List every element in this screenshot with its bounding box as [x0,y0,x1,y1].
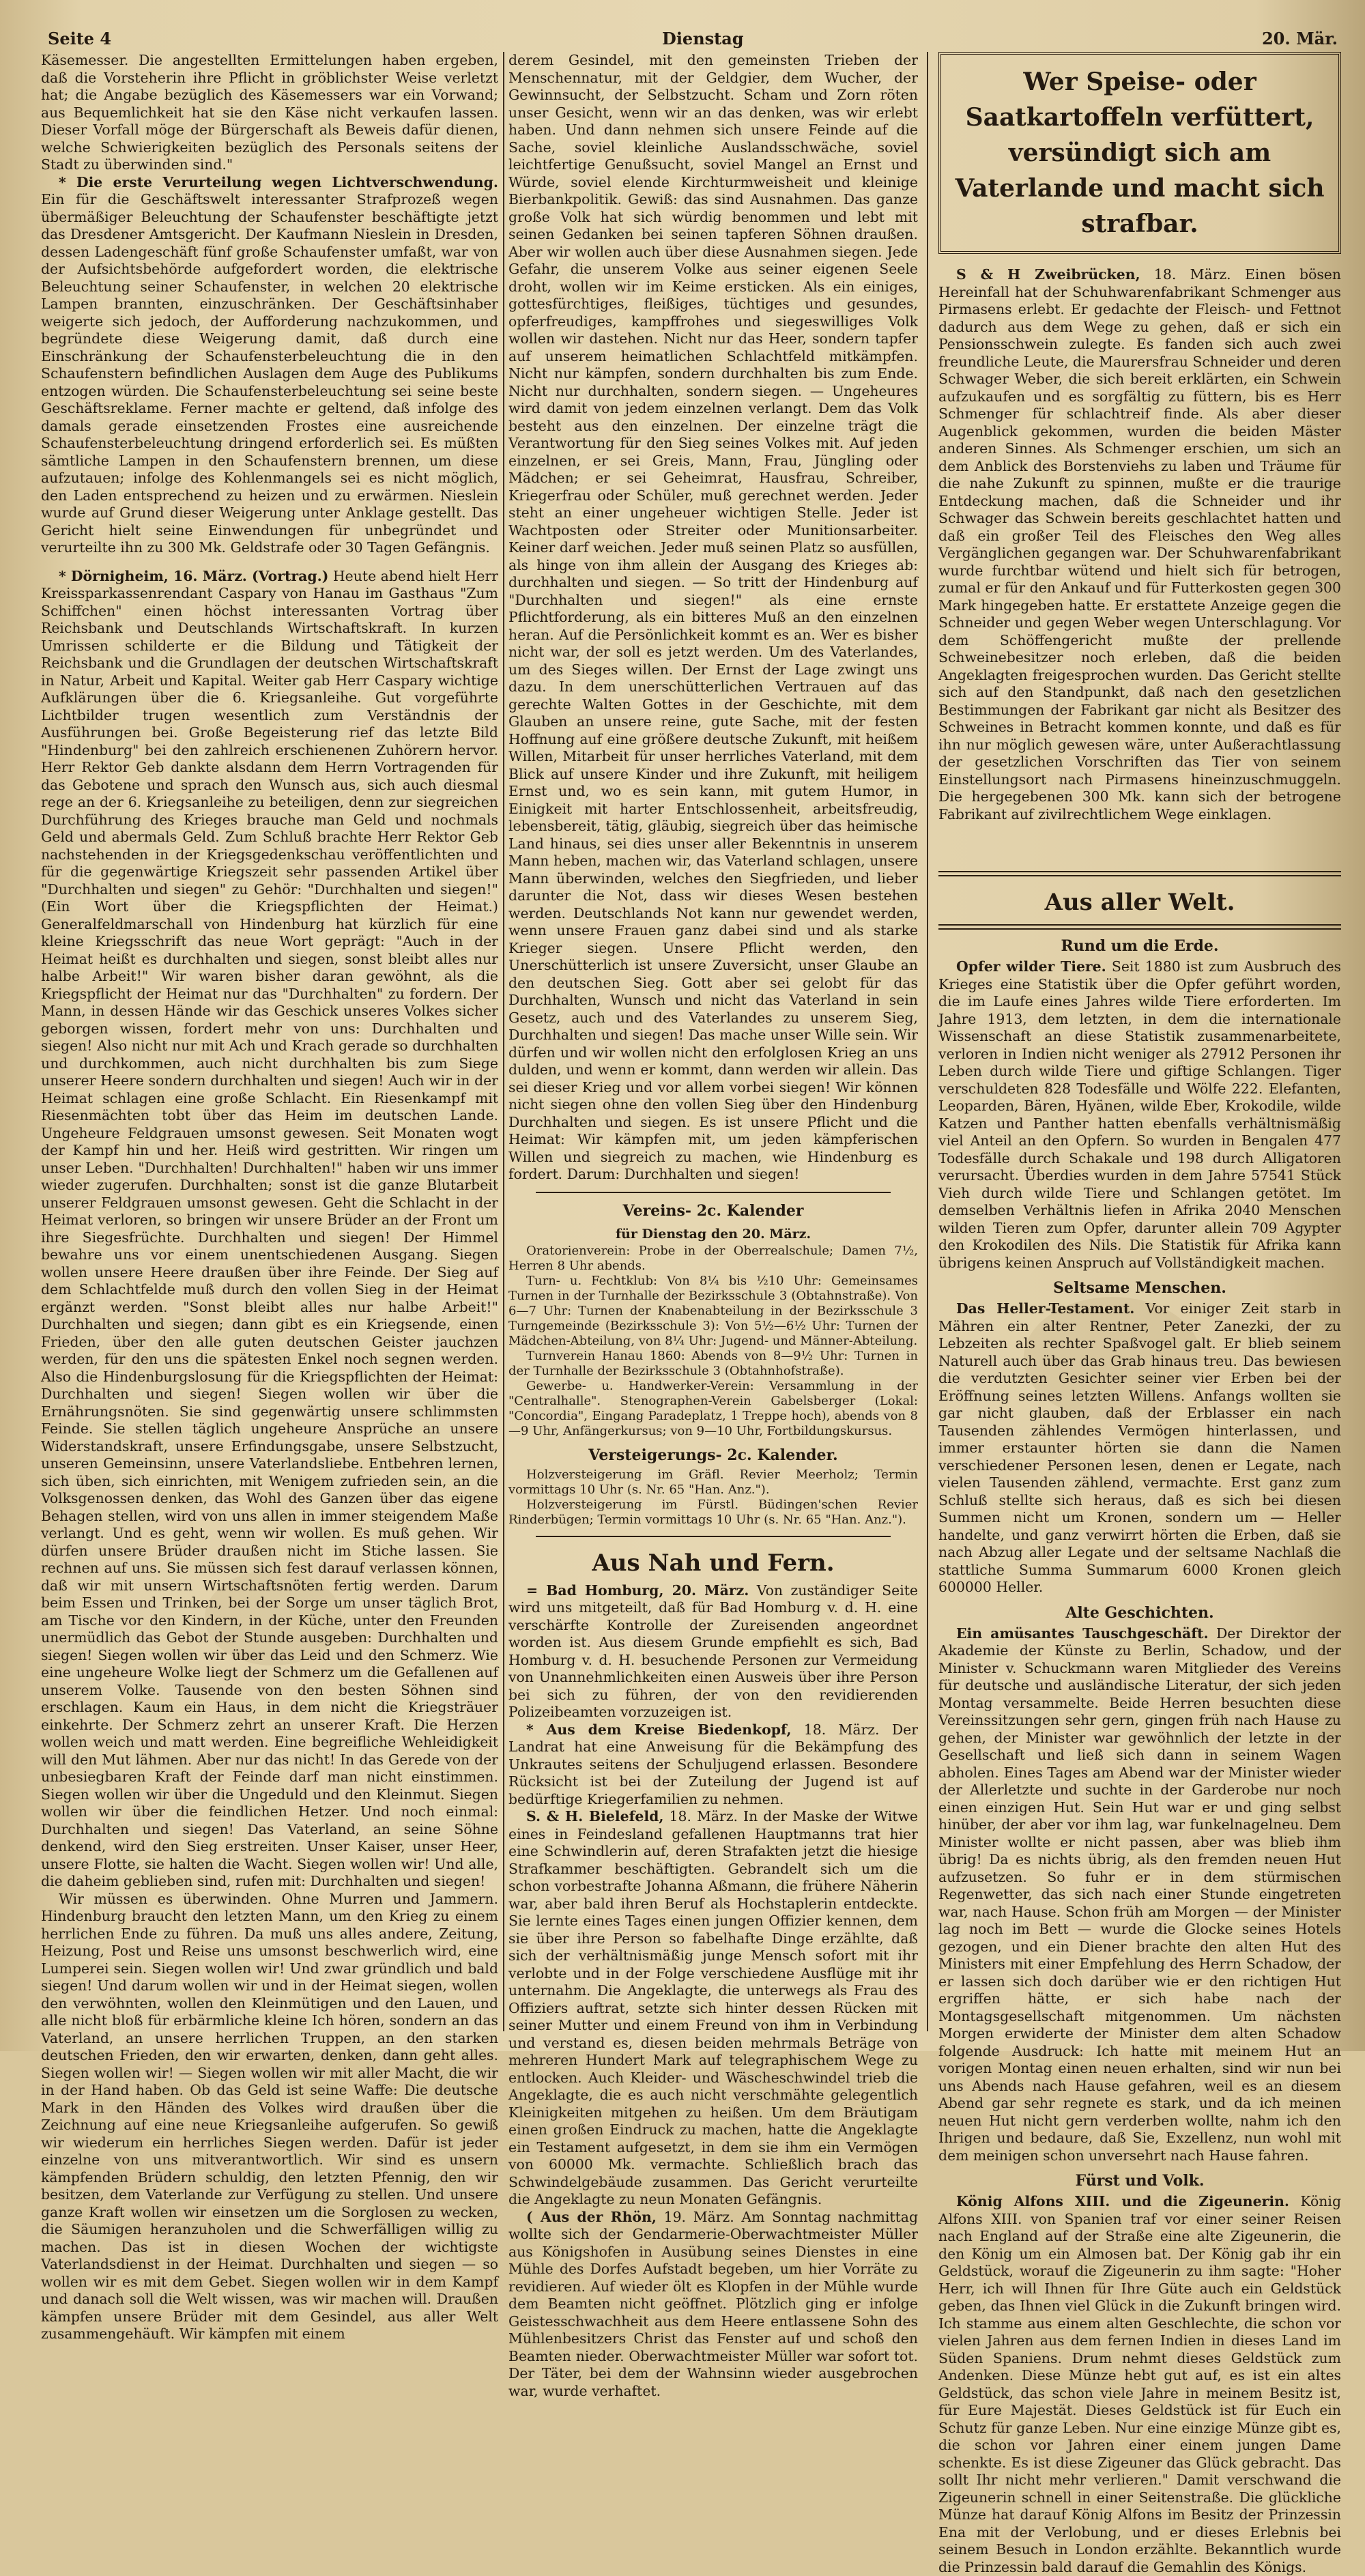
article-lead: ( Aus der Rhön, [526,2208,657,2225]
subsection-title: Seltsame Menschen. [1053,1279,1226,1297]
article-text: 19. März. Am Sonntag nachmittag wollte sich der Gendarmerie-Oberwachtmeister Müller aus Königshofen in Ausübung seines Dienstes in eine Mühle des Dorfes Aufstadt begeben, um hier Vorräte zu revidieren. Auf wieder ölt es Klopfen in der Mühle wurde dem Beamten nicht geöffnet. Plötzlich ging er infolge Geistesschwachheit aus dem Heere entlassene Sohn des Mühlenbesitzers Christ das Fenster auf und schoß den Beamten nieder. Oberwachtmeister Müller war sofort tot. Der Täter, bei dem der Wahnsinn wieder ausgebrochen war, wurde verhaftet. [508,2208,918,2399]
article-text: Von zuständiger Seite wird uns mitgeteilt, daß für Bad Homburg v. d. H. eine verschärfte Kontrolle der Zureisenden angeordnet worden ist. Aus diesem Grunde empfiehlt es sich, Bad Homburg v. d. H. besuchende Personen zur Vermeidung von Unannehmlichkeiten einen Ausweis über ihre Person bei sich zu führen, der von den revidierenden Polizeibeamten vorzuzeigen ist. [508,1582,918,1720]
article-text: 18. März. In der Maske der Witwe eines in Feindesland gefallenen Hauptmanns trat hier eine Schwindlerin auf, deren Strafakten jetzt die hiesige Strafkammer beschäftigten. Gebrandelt sich um die schon vorbestrafte Johanna Aßmann, die frühere Näherin war, aber bald ihren Beruf als Hochstaplerin entdeckte. Sie lernte eines Tages einen jungen Offizier kennen, dem sie über ihre Person so fabelhafte Dinge erzählte, daß sich der verhältnismäßig junge Mensch sofort mit ihr verlobte und in der Folge verschiedene Ausflüge mit ihr unternahm. Die Angeklagte, die unterwegs als Frau des Offiziers auftrat, setzte sich hinter dessen Rücken mit seiner Mutter und einem Freund von ihm in Verbindung und verstand es, diesen beiden mehrmals Beträge von mehreren Hundert Mark auf telegraphischem Wege zu entlocken. Auch Kleider- und Wäscheschwindel trieb die Angeklagte, die es auch nicht verschmähte gelegentlich Kleinigkeiten mitgehen zu heißen. Um dem Bräutigam einen großen Eindruck zu machen, hatte die Angeklagte ein Testament aufgesetzt, in dem sie ihm ein Vermögen von 60000 Mk. vermachte. Schließlich brach das Schwindelgebäude zusammen. Das Gericht verurteilte die Angeklagte zu neun Monaten Gefängnis. [508,1808,918,2207]
article-paragraph [508,2209,918,2401]
article-paragraph [938,1300,1341,1597]
article-text: 18. März. Der Landrat hat eine Anweisung für die Bekämpfung des Unkrautes seitens der Schuljugend erlassen. Besondere Rücksicht ist bei der Zuteilung der Jugend ist auf bedürftige Kriegerfamilien zu nehmen. [508,1721,918,1807]
article-text: König Alfons XIII. von Spanien traf vor einer seiner Reisen nach England auf der Straße eine alte Zigeunerin, die den König um ein Almosen bat. Der König gab ihr ein Geldstück, worauf die Zigeunerin zu ihm sagte: "Hoher Herr, ich will Ihnen für Ihre Güte auch ein Geldstück geben, das Ihnen viel Glück in die Zukunft bringen wird. Ich stamme aus einem alten Geschlechte, die schon vor vielen Jahren aus dem fernen Indien in dieses Land im Süden Spaniens. Drum nehmt dieses Geldstück zum Andenken. Diese Münze hebt gut auf, es ist ein altes Geldstück, das schon viele Jahre in meinem Besitz ist, für Eure Majestät. Dieses Geldstück ist für Euch ein Schutz für ganze Leben. Nur eine einzige Münze gibt es, die schon vor Jahren einer einem jungen Dame schenkte. Es ist diese Zigeuner das Glück gebracht. Das sollt Ihr nicht mehr verlieren." Damit verschwand die Zigeunerin schnell in einer Seitenstraße. Die glückliche Münze hat darauf König Alfons im Besitz der Prinzessin Ena mit der Verlobung, und er dieses Erlebnis bei seinem Besuch in London erzählte. Bekanntlich wurde die Prinzessin bald darauf die Gemahlin des Königs. [938,2193,1341,2575]
versteigerungs-kalender-title: Versteigerungs- 2c. Kalender. [588,1446,838,1464]
column-rule [503,52,504,2031]
article-text: Ein für die Geschäftswelt interessanter Strafprozeß wegen übermäßiger Beleuchtung der Schaufenster beschäftigte jetzt das Dresdener Amtsgericht. Der Kaufmann Nieslein in Dresden, dessen Ladengeschäft fünf große Schaufenster umfaßt, war von der Aufsichtsbehörde aufgefordert worden, die elektrische Beleuchtung seiner Schaufenster, in welchen 20 elektrische Lampen brannten, einzuschränken. Der Geschäftsinhaber weigerte sich jedoch, der Aufforderung nachzukommen, und begründete diese Weigerung damit, daß durch eine Einschränkung der Schaufensterbeleuchtung die in den Schaufenstern befindlichen Auslagen dem Auge des Publikums entzogen würden. Die Schaufensterbeleuchtung sei seine beste Geschäftsreklame. Ferner machte er geltend, daß infolge des damals gerade einsetzenden Frostes eine ausreichende Schaufensterbeleuchtung dringend erforderlich sei. Es müßten sämtliche Lampen in den Schaufenstern brennen, um diese aufzutauen; infolge des Kohlenmangels sei es nicht möglich, den Laden entsprechend zu heizen und zu erwärmen. Nieslein wurde auf Grund dieser Weigerung unter Anklage gestellt. Das Gericht hielt seine Einwendungen für unbegründet und verurteilte ihn zu 300 Mk. Geldstrafe oder 30 Tagen Gefängnis. [41,191,498,556]
article-lead: Opfer wilder Tiere. [956,958,1106,975]
article-text: Heute abend hielt Herr Kreissparkassenrendant Caspary von Hanau im Gasthaus "Zum Schiffchen" einen höchst interessanten Vortrag über Reichsbank und Deutschlands Wirtschaftskraft. In kurzen Umrissen schilderte er die Bildung und Tätigkeit der Reichsbank und die Grundlagen der deutschen Wirtschaftskraft in Natur, Arbeit und Kapital. Weiter gab Herr Caspary wichtige Aufklärungen über die 6. Kriegsanleihe. Gut vorgeführte Lichtbilder trugen wesentlich zum Verständnis der Ausführungen bei. Große Begeisterung rief das letzte Bild "Hindenburg" bei den zahlreich erschienenen Zuhörern hervor. Herr Rektor Geb dankte alsdann dem Herrn Vortragenden für das Gebotene und sprach den Wunsch aus, sich auch diesmal rege an der 6. Kriegsanleihe zu beteiligen, denn zur siegreichen Durchführung des Krieges brauche man Geld und nochmals Geld und abermals Geld. Zum Schluß brachte Herr Rektor Geb nachstehenden in der Kriegsgedenkschau veröffentlichten und für die gegenwärtige Kriegszeit sehr passenden Artikel über "Durchhalten und siegen" zu Gehör: "Durchhalten und siegen!" (Ein Wort über die Kriegspflichten der Heimat.) Generalfeldmarschall von Hindenburg hat kürzlich für eine kleine Kriegsschrift das neue Wort geprägt: "Auch in der Heimat heißt es durchhalten und siegen, sonst bleibt alles nur halbe Arbeit!" Wir waren bisher daran gewöhnt, als die Kriegspflicht der Heimat nur das "Durchhalten" zu fordern. Der Mann, in dessen Hände wir das Geschick unseres Volkes sicher geborgen wissen, fordert mehr von uns: Durchhalten und siegen! Also nicht nur mit Ach und Krach gerade so durchhalten und durchkommen, auch nicht durchhalten bis zum Siege unserer Heere sondern durchhalten und siegen! Auch wir in der Heimat schlagen eine große Schlacht. Ein Riesenkampf mit Riesenmächten tobt über das Heim im deutschen Lande. Ungeheure Feldgrauen umsonst gewesen. Seit Monaten wogt der Kampf hin und her. Heiß wird gestritten. Wir ringen um unser Leben. "Durchhalten! Durchhalten!" haben wir uns immer wieder zugerufen. Durchhalten; sonst ist die ganze Blutarbeit unserer Feldgrauen umsonst gewesen. Geht die Schlacht in der Heimat verloren, so bringen wir unsere Brüder an der Front um ihre Siegesfrüchte. Durchhalten und siegen! Der Himmel bewahre uns vor einem unentschiedenen Ausgang. Siegen wollen unsere Heere draußen über ihre Feinde. Der Sieg auf dem Schlachtfelde muß durch den vollen Sieg in der Heimat ergänzt werden. "Sonst bleibt alles nur halbe Arbeit!" Durchhalten und siegen; dann gibt es ein Kriegsende, einen Frieden, über den alle guten deutschen Geister jauchzen werden, für den uns die spätesten Enkel noch segnen werden. Also die Hindenburgslosung für die Kriegspflichten der Heimat: Durchhalten und siegen! Siegen wollen wir über die Ernährungsnöten. Sie sind gegenwärtig unsere schlimmsten Feinde. Sie stellen täglich ungeheure Ansprüche an unsere Widerstandskraft, unsere Erfindungsgabe, unsere Selbstzucht, unseren Gemeinsinn, unsere Vaterlandsliebe. Entbehren lernen, sich üben, sich einrichten, mit Wenigem zufrieden sein, an die Volksgenossen denken, das Wohl des Ganzen über das eigene Behagen stellen, wird von uns allen in immer steigendem Maße verlangt. Und es geht, wenn wir wollen. Es muß gehen. Wir dürfen unsere Brüder draußen nicht im Stiche lassen. Sie rechnen auf uns. Sie müssen sich fest darauf verlassen können, daß wir mit unsern Wirtschaftsnöten fertig werden. Darum beim Essen und Trinken, bei der Sorge um unser täglich Brot, am Tische vor den Kindern, in der Küche, unter den Freunden unermüdlich das Gebot der Stunde ausgeben: Durchhalten und siegen! Siegen wollen wir über das Leid und den Schmerz. Wie eine ungeheure Wolke liegt der Schmerz um die Gefallenen auf unserem Volke. Tausende von den besten Söhnen sind erschlagen. Kaum ein Haus, in dem nicht die Kriegsträuer einkehrte. Der Schmerz zehrt an unserer Kraft. Die Herzen wollen weich und matt werden. Eine begreifliche Wehleidigkeit will den Mut lähmen. Aber nur das nicht! In das Gerede von der unbesiegbaren Kraft der Feinde darf man nicht einstimmen. Siegen wollen wir über die Ungeduld und den Kleinmut. Siegen wollen wir über die feindlichen Hetzer. Und noch einmal: Durchhalten und siegen! Das Vaterland, an seine Söhne denkend, wird den Sieg erstreiten. Unser Kaiser, unser Heer, unsere Flotte, sie halten die Wacht. Siegen wollen wir! Und alle, die daheim geblieben sind, rufen mit: Durchhalten und siegen! [41,567,498,1889]
column-rule [927,52,928,2031]
column-left [41,52,498,2342]
article-lead: * Die erste Verurteilung wegen Lichtverschwendung. [59,173,498,190]
article-lead: König Alfons XIII. und die Zigeunerin. [956,2193,1289,2209]
notice-box: Wer Speise- oder Saatkartoffeln verfüttert, versündigt sich am Vaterlande und macht sich strafbar. [938,52,1341,254]
article-paragraph [508,1808,918,2209]
article-paragraph [41,568,498,1891]
article-text: Der Direktor der Akademie der Künste zu Berlin, Schadow, und der Minister v. Schuckmann waren Mitglieder des Vereins für deutsche und ausländische Literatur, der sich jeden Montag versammelte. Beide Herren besuchten diese Vereinssitzungen sehr gern, gingen früh nach Hause zu gehen, der Minister war gewöhnlich der letzte in der Gesellschaft und ließ sich dann in seinem Wagen abholen. Eines Tages am Abend war der Minister wieder der Allerletzte und suchte in der Garderobe nur noch einen einzigen Hut. Sein Hut war er und ging selbst hinüber, der aber vor ihm lag, war funkelnagelneu. Dem Minister wollte er nicht passen, aber was blieb ihm übrig! Da es nichts übrig, als den fremden neuen Hut aufzusetzen. So fuhr er in dem stürmischen Regenwetter, das sich nach einer Stunde eingetreten war, nach Hause. Schon früh am Morgen — der Minister lag noch im Bett — wurde die Glocke seines Hotels gezogen, und ein Diener brachte den alten Hut des Ministers mit einer Empfehlung des Herrn Schadow, der er lassen sich doch darüber wie er den richtigen Hut ergriffen hätte, er sich habe nach der Montagsgesellschaft mitgenommen. Um nächsten Morgen erwiderte der Minister dem alten Schadow folgende Ausdruck: Ich hatte mit meinem Hut an vorigen Montag einen neuen erhalten, sind wir nun bei uns Abends nach Hause gefahren, weil es an diesem Abend gar sehr regnete es stark, und da ich meinen neuen Hut nicht gern verderben wollte, nahm ich den Ihrigen und bedaure, daß Sie, Exzellenz, nun wohl mit dem meinigen schon unversehrt nach Hause fahren. [938,1625,1342,2164]
calendar-entry: Turn- u. Fechtklub: Von 8¼ bis ½10 Uhr: Gemeinsames Turnen in der Turnhalle der Bezirksschule 3 (Obtahnstraße). Von 6—7 Uhr: Turnen der Knabenabteilung in der Bezirksschule 3 Turngemeinde (Bezirksschule 3): Von 5½—6½ Uhr: Turnen der Mädchen-Abteilung, von 8¼ Uhr: Jugend- und Männer-Abteilung. [508,1273,918,1348]
article-paragraph [938,266,1341,823]
article-lead: Das Heller-Testament. [956,1300,1135,1317]
article-paragraph [938,1625,1341,2165]
article-paragraph [41,174,498,557]
section-title-nah-fern: Aus Nah und Fern. [592,1549,835,1577]
header-day: Dienstag [662,29,744,48]
vereins-kalender-subtitle: für Dienstag den 20. März. [615,1226,811,1242]
calendar-entry: Oratorienverein: Probe in der Oberrealschule; Damen 7½, Herren 8 Uhr abends. [508,1243,918,1273]
page-header [41,15,1345,49]
article-lead: = Bad Homburg, 20. März. [526,1582,749,1599]
section-rule [938,924,1341,930]
column-middle [508,52,918,2399]
article-text: Vor einiger Zeit starb in Mähren ein alter Rentner, Peter Zanezki, der zu Lebzeiten als rechter Spaßvogel galt. Er blieb seinem Naturell auch über das Grab hinaus treu. Das bewiesen die verdutzten Gesichter seiner vier Erben bei der Eröffnung seines letzten Willens. Anfangs wollten sie gar nicht glauben, daß der Erblasser ein nach Tausenden zählendes Vermögen hinterlassen, und immer erstaunter hörten sie dann die Namen verschiedener Personen lesen, denen er Legate, nach vielen Tausenden zählend, vermachte. Erst ganz zum Schluß stellte sich heraus, daß es sich bei diesen Summen nicht um Kronen, sondern um — Heller handelte, und ganz verwirrt hörten die Erben, daß sie nach Abzug aller Legate und der seltsame Nachlaß die stattliche Summa Summarum 6000 Kronen gleich 600000 Heller. [938,1300,1341,1595]
vereins-kalender-title: Vereins- 2c. Kalender [622,1201,804,1220]
article-lead: S. & H. Bielefeld, [526,1808,664,1824]
calendar-entry: Holzversteigerung im Gräfl. Revier Meerholz; Termin vormittags 10 Uhr (s. Nr. 65 "Han. Anz."). [508,1467,918,1497]
calendar-entry: Gewerbe- u. Handwerker-Verein: Versammlung in der "Centralhalle". Stenographen-Verein Gabelsberger (Lokal: "Concordia", Eingang Paradeplatz, 1 Treppe hoch), abends von 8—9 Uhr, Anfängerkursus; von 9—10 Uhr, Fortbildungskursus. [508,1378,918,1438]
article-lead: Ein amüsantes Tauschgeschäft. [956,1625,1209,1642]
article-paragraph [938,958,1341,1272]
article-lead: * Dörnigheim, 16. März. (Vortrag.) [59,567,329,584]
article-text: derem Gesindel, mit den gemeinsten Trieben der Menschennatur, mit der Geldgier, dem Wucher, der Gewinnsucht, der Selbstzucht. Scham und Zorn röten unser Gesicht, wenn wir an das denken, was wir erlebt haben. Und dann nehmen sich unsere Feinde auf die Sache, soviel kleinliche Auslandsschwäche, soviel leichtfertige Genußsucht, soviel Mangel an Ernst und Würde, soviel elende Kirchturmweisheit und kleinige Bierbankpolitik. Gewiß: das sind Ausnahmen. Das ganze große Volk hat sich würdig benommen und lebt mit seinen Gedanken bei seinen tapferen Söhnen draußen. Aber wir wollen auch über diese Ausnahmen siegen. Jede Gefahr, die unserem Volke aus seiner eigenen Seele droht, wollen wir im Keime ersticken. Als ein einiges, gottesfürchtiges, fleißiges, tüchtiges und gesundes, opferfreudiges, kampffrohes und siegeswilliges Volk wollen wir dastehen. Nicht nur das Heer, sondern tapfer auf unserem heimatlichen Schlachtfeld mitkämpfen. Nicht nur kämpfen, sondern durchhalten bis zum Ende. Nicht nur durchhalten, sondern siegen. — Ungeheures wird damit von jedem einzelnen verlangt. Dem das Volk besteht aus den einzelnen. Der einzelne trägt die Verantwortung für den Sieg seines Volkes mit. Auf jeden einzelnen, er sei Greis, Mann, Frau, Jüngling oder Mädchen; er sei Geheimrat, Hausfrau, Schreiber, Kriegerfrau oder Schüler, muß gerechnet werden. Jeder steht an einer ungeheuer wichtigen Stelle. Jeder ist Wachtposten oder Streiter oder Munitionsarbeiter. Keiner darf weichen. Jeder muß seinen Platz so ausfüllen, als hinge von ihm allein der Ausgang des Krieges ab: durchhalten und siegen. — So tritt der Hindenburg auf "Durchhalten und siegen!" als eine ernste Pflichtforderung, als ein bitteres Muß an den einzelnen heran. Auf die Persönlichkeit kommt es an. Wer es bisher nicht war, der soll es jetzt werden. Um des Vaterlandes, um des Sieges willen. Der Ernst der Lage zwingt uns dazu. In dem unerschütterlichen Vertrauen auf das gerechte Walten Gottes in der Geschichte, mit dem Glauben an unsere reine, gute Sache, mit der festen Hoffnung auf eine größere deutsche Zukunft, mit heißem Willen, Mitarbeit für unser herrliches Vaterland, mit dem Blick auf unsere Kinder und ihre Zukunft, mit heiligem Ernst und, wo es sein kann, mit gutem Humor, in Einigkeit mit harter Entschlossenheit, arbeitsfreudig, lebensbereit, tätig, gläubig, siegreich über das heimische Land hinaus, sei dies unser aller Bekenntnis in unserem Mann heben, machen wir, das Vaterland schlagen, unsere Mann überwinden, welches den Siegfrieden, und lieber darunter die Not, dass wir dieses Wesen bestehen werden. Deutschlands Not kann nur gewendet werden, wenn unsere Frauen ganz dabei sind und als starke Krieger siegen. Unsere Pflicht werden, den Unerschütterlich ist unsere Zuversicht, unser Glaube an den deutschen Sieg. Gott aber sei gelobt für das Durchhalten, Wunsch und nicht das Vaterland in sein Gesetz, auch und des Vaterlandes zu unserem Sieg, Durchhalten und siegen! Das mache unser Wille sein. Wir dürfen und wir wollen nicht den erfolglosen Krieg an uns dulden, und wenn er kommt, dann werden wir allein. Das sei dieser Krieg und vor allem vorbei siegen! Wir können nicht siegen ohne den vollen Sieg über den Hindenburg Durchhalten und siegen. Es ist unsere Pflicht und die Heimat: Wir kämpfen mit, um jeden kämpferischen Willen und siegreich zu machen, wie Hindenburg es fordert. Darum: Durchhalten und siegen! [508,52,918,1182]
calendar-entry: Holzversteigerung im Fürstl. Büdingen'schen Revier Rinderbügen; Termin vormittags 10 Uhr (s. Nr. 65 "Han. Anz."). [508,1497,918,1527]
calendar-entry: Turnverein Hanau 1860: Abends von 8—9½ Uhr: Turnen in der Turnhalle der Bezirksschule 3 (Obtahnhofstraße). [508,1348,918,1378]
article-paragraph [508,1721,918,1809]
section-title-aller-welt: Aus aller Welt. [1044,889,1235,916]
article-text: Seit 1880 ist zum Ausbruch des Krieges eine Statistik über die Opfer geführt worden, die im Laufe eines Jahres wilde Tiere erforderten. Im Jahre 1913, dem letzten, in dem die internationale Wissenschaft an diese Statistik zusammenarbeitete, verloren in Indien nicht weniger als 27912 Personen ihr Leben durch wilde Tiere und giftige Schlangen. Tiger verschuldeten 828 Todesfälle und Wölfe 222. Elefanten, Leoparden, Bären, Hyänen, wilde Eber, Krokodile, wilde Katzen und Panther hatten ebenfalls verhältnismäßig viel Anteil an den Opfern. So wurden in Bengalen 477 Todesfälle durch Schakale und 198 durch Alligatoren verursacht. Überdies wurden in dem Jahre 57541 Stück Vieh durch wilde Tiere und Schlangen getötet. Im demselben Verhältnis liefen in Afrika 2040 Menschen wilden Tieren zum Opfer, darunter allein 709 Agypter den Krokodilen des Nils. Die Statistik für Afrika kann übrigens keinen Anspruch auf Vollständigkeit machen. [938,958,1341,1271]
subsection-title: Rund um die Erde. [1061,937,1219,955]
page-number: Seite 4 [48,29,112,48]
subsection-title: Fürst und Volk. [1075,2172,1205,2190]
article-paragraph [938,2193,1341,2576]
article-text: Wir müssen es überwinden. Ohne Murren und Jammern. Hindenburg braucht den letzten Mann, um den Krieg zu einem herrlichen Ende zu führen. Da muß uns alles andere, Zeitung, Heizung, Post und Reise uns umsonst beschwerlich wird, eine Lumperei sein. Siegen wollen wir! Und zwar gründlich und bald siegen! Und darum wollen wir und in der Heimat siegen, wollen den verwöhnten, wollen den Kleinmütigen und den Lauen, und alle nicht bloß für erbärmliche kleine Ich hören, sondern an das Vaterland, an unsere herrlichen Truppen, an den starken deutschen Frieden, den wir erwarten, denken, dann geht alles. Siegen wollen wir! — Siegen wollen wir mit aller Macht, die wir in der Hand haben. Ob das Geld ist seine Waffe: Die deutsche Mark in den Händen des Volkes wird draußen über die Zeichnung auf eine neue Kriegsanleihe aufgerufen. So gewiß wir wiederum ein herrliches Siegen werden. Dafür ist jeder einzelne von uns mitverantwortlich. Wir sind es unsern kämpfenden Brüdern schuldig, den letzten Pfennig, den wir besitzen, dem Vaterlande zur Verfügung zu stellen. Und unsere ganze Kraft wollen wir einsetzen um die Sorglosen zu wecken, die Säumigen heranzuholen und die Schwerfälligen willig zu machen. Das ist in diesen Wochen der wichtigste Vaterlandsdienst in der Heimat. Durchhalten und siegen — so wollen wir es mit dem Gebet. Siegen wollen wir in dem Kampf und danach soll die Welt wissen, was wir machen will. Draußen kämpfen unsere Brüder mit dem Gesindel, aus aller Welt zusammengehäuft. Wir kämpfen mit einem [41,1890,498,2342]
article-lead: * Aus dem Kreise Biedenkopf, [526,1721,792,1738]
section-rule [938,871,1341,876]
article-paragraph [508,1582,918,1721]
article-lead: S & H Zweibrücken, [956,266,1140,283]
header-date: 20. Mär. [1261,29,1338,48]
column-right [938,52,1342,2575]
article-text: Käsemesser. Die angestellten Ermittelungen haben ergeben, daß die Vorsteherin ihre Pflicht in gröblichster Weise verletzt hat; die Angabe bezüglich des Käsemessers war ein Vorwand; aus Bequemlichkeit hat sie den Käse nicht verkaufen lassen. Dieser Vorfall möge der Bürgerschaft als Beweis dafür dienen, welche Schwierigkeiten bezüglich des Personals seitens der Stadt zu überwinden sind." [41,52,498,173]
subsection-title: Alte Geschichten. [1065,1603,1214,1622]
article-text: 18. März. Einen bösen Hereinfall hat der Schuhwarenfabrikant Schmenger aus Pirmasens erlebt. Er gedachte der Fleisch- und Fettnot dadurch aus dem Wege zu gehen, daß er sich ein Pensionsschwein zulegte. Es fanden sich auch zwei freundliche Leute, die Maurersfrau Schneider und deren Schwager Weber, die sich bereit erklärten, ein Schwein aufzukaufen und es sorgfältig zu füttern, bis es Herr Schmenger für schlachtreif finde. Als aber dieser Augenblick gekommen, wurden die beiden Mäster anderen Sinnes. Als Schmenger erschien, um sich an dem Anblick des Borstenviehs zu laben und Träume für die nahe Zukunft zu spinnen, mußte er die traurige Entdeckung machen, daß die Schneider und ihr Schwager das Schwein bereits geschlachtet hatten und daß ein großer Teil des Fleisches den Weg alles Vergänglichen gegangen war. Der Schuhwarenfabrikant wurde furchtbar wütend und hielt sich für betrogen, zumal er für den Ankauf und für Futterkosten gegen 300 Mark hingegeben hatte. Er erstattete Anzeige gegen die Schneider und gegen Weber wegen Unterschlagung. Vor dem Schöffengericht mußte der prellende Schweinebesitzer noch erleben, daß die beiden Angeklagten freigesprochen wurden. Das Gericht stellte sich auf den Standpunkt, daß nach den gesetzlichen Bestimmungen der Fabrikant gar nicht als Besitzer des Schweines in Betracht kommen konnte, und daß es für ihn nur möglich gewesen wäre, unter Außerachtlassung der gesetzlichen Vorschriften das Tier von seinem Einstellungsort nach Pirmasens hineinzuschmuggeln. Die hergegebenen 300 Mk. kann sich der betrogene Fabrikant auf zivilrechtlichem Wege einklagen. [938,266,1342,822]
